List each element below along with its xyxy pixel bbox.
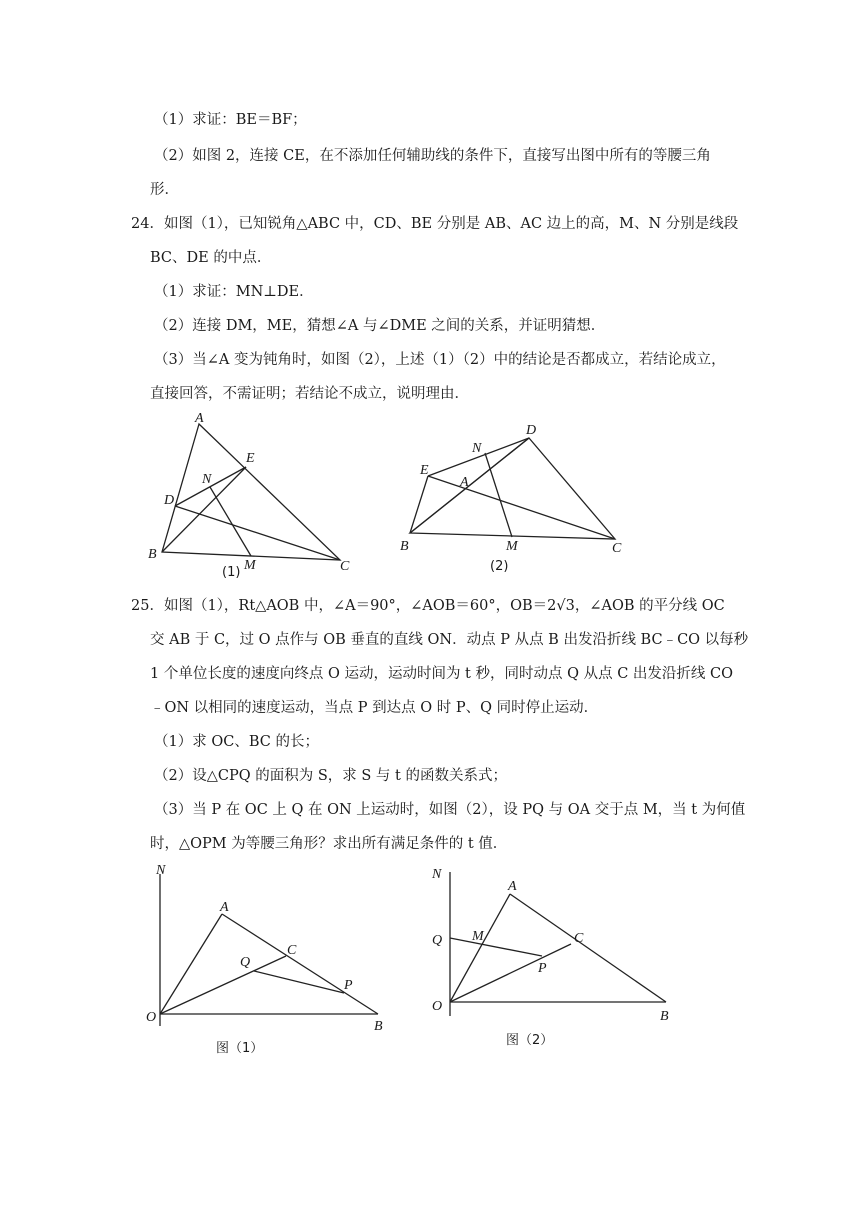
- label-o: O: [432, 999, 443, 1014]
- label-m: M: [506, 539, 518, 554]
- q24-figure-1: [140, 408, 370, 583]
- label-c: C: [340, 559, 350, 574]
- segment-oa: [160, 914, 222, 1014]
- q23-part2-line1: （2）如图 2，连接 CE，在不添加任何辅助线的条件下，直接写出图中所有的等腰三角: [154, 148, 711, 164]
- label-p: P: [538, 961, 547, 976]
- label-b: B: [148, 547, 157, 562]
- label-c: C: [287, 943, 297, 958]
- q24-part1: （1）求证：MN⊥DE．: [154, 284, 314, 300]
- q25-stem-line3: 1 个单位长度的速度向终点 O 运动，运动时间为 t 秒，同时动点 Q 从点 C 出发沿折线 CO: [150, 666, 733, 682]
- segment-qp: [254, 971, 344, 993]
- label-d: D: [164, 493, 175, 508]
- segment-be: [410, 476, 428, 533]
- q24-part3-line1: （3）当∠A 变为钝角时，如图（2），上述（1）（2）中的结论是否都成立，若结论成立，: [154, 352, 726, 368]
- label-o: O: [146, 1010, 157, 1025]
- label-p: P: [344, 978, 353, 993]
- q24-stem-line1: 24．如图（1），已知锐角△ABC 中，CD、BE 分别是 AB、AC 边上的高，M、N 分别是线段: [131, 216, 739, 232]
- label-b: B: [400, 539, 409, 554]
- q25-stem-line4: ﹣ON 以相同的速度运动，当点 P 到达点 O 时 P、Q 同时停止运动．: [150, 700, 599, 716]
- label-a: A: [508, 879, 517, 894]
- q24-figure-1-caption: (1): [222, 565, 241, 580]
- label-n: N: [156, 863, 166, 878]
- label-d: D: [526, 423, 537, 438]
- label-c: C: [574, 931, 584, 946]
- label-b: B: [374, 1019, 383, 1034]
- label-b: B: [660, 1009, 669, 1024]
- label-a: A: [195, 411, 204, 426]
- q24-stem-line2: BC、DE 的中点．: [150, 250, 272, 266]
- label-m: M: [244, 558, 256, 573]
- label-m: M: [472, 929, 484, 944]
- label-n: N: [432, 867, 442, 882]
- segment-qp: [450, 938, 542, 956]
- label-n: N: [202, 472, 212, 487]
- label-e: E: [420, 463, 429, 478]
- label-a: A: [460, 475, 469, 490]
- q25-figure-1: [140, 858, 400, 1063]
- q25-figure-2: [428, 858, 678, 1058]
- q23-part2-line2: 形．: [150, 182, 179, 198]
- q25-stem-line2: 交 AB 于 C，过 O 点作与 OB 垂直的直线 ON．动点 P 从点 B 出发沿折线 BC﹣CO 以每秒: [150, 632, 749, 648]
- triangle-abc: [162, 424, 340, 560]
- q23-part1: （1）求证：BE＝BF；: [154, 112, 307, 128]
- q25-part3-line2: 时，△OPM 为等腰三角形？求出所有满足条件的 t 值．: [150, 836, 508, 852]
- segment-bd: [410, 438, 529, 533]
- segment-ec: [428, 476, 615, 539]
- q25-stem-line1: 25．如图（1），Rt△AOB 中，∠A＝90°，∠AOB＝60°，OB＝2√3，∠AOB 的平分线 OC: [131, 598, 725, 614]
- label-q: Q: [432, 933, 443, 948]
- q24-figure-2-caption: (2): [490, 559, 509, 574]
- label-e: E: [246, 451, 255, 466]
- label-a: A: [220, 900, 229, 915]
- label-n: N: [472, 441, 482, 456]
- triangle-bcd: [410, 438, 615, 539]
- label-q: Q: [240, 955, 251, 970]
- q25-figure-2-caption: 图（2）: [506, 1033, 554, 1048]
- segment-oc: [450, 944, 571, 1002]
- segment-mn: [210, 487, 251, 556]
- q25-figure-1-caption: 图（1）: [216, 1041, 264, 1056]
- segment-nm: [485, 453, 512, 537]
- q25-part1: （1）求 OC、BC 的长；: [154, 734, 319, 750]
- q25-part3-line1: （3）当 P 在 OC 上 Q 在 ON 上运动时，如图（2），设 PQ 与 OA 交于点 M，当 t 为何值: [154, 802, 746, 818]
- label-c: C: [612, 541, 622, 556]
- q24-part3-line2: 直接回答，不需证明；若结论不成立，说明理由．: [150, 386, 469, 402]
- segment-oc: [160, 956, 286, 1014]
- segment-ab: [510, 894, 666, 1002]
- q24-part2: （2）连接 DM，ME，猜想∠A 与∠DME 之间的关系，并证明猜想．: [154, 318, 606, 334]
- q24-figure-2: [392, 418, 642, 583]
- q25-part2: （2）设△CPQ 的面积为 S，求 S 与 t 的函数关系式；: [154, 768, 507, 784]
